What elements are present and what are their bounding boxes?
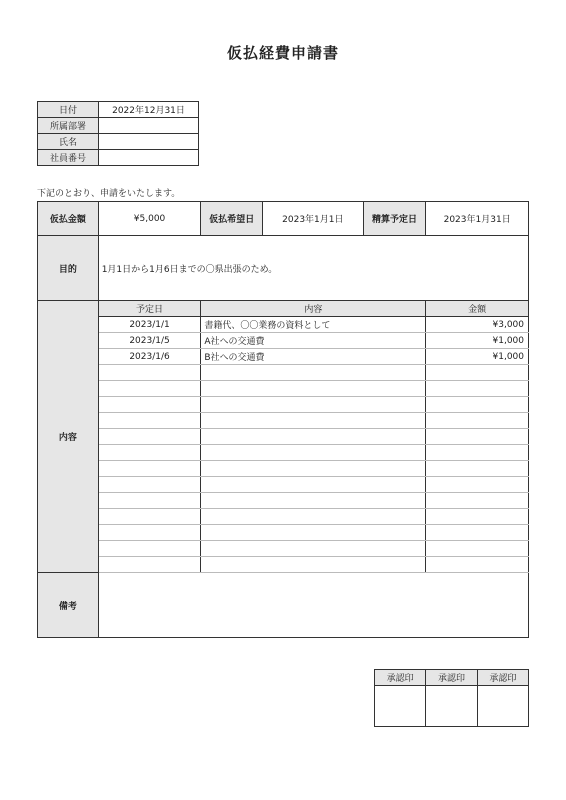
table-row (38, 557, 529, 573)
name-label: 氏名 (38, 134, 99, 150)
intro-note: 下記のとおり、申請をいたします。 (37, 189, 181, 199)
row-amount[interactable]: ¥3,000 (426, 317, 529, 333)
row-amount[interactable]: ¥1,000 (426, 349, 529, 365)
settlement-date-value[interactable]: 2023年1月31日 (426, 202, 529, 236)
table-row (38, 509, 529, 525)
department-label: 所属部署 (38, 118, 99, 134)
row-amount[interactable] (426, 557, 529, 573)
advance-amount-value[interactable]: ¥5,000 (98, 202, 201, 236)
table-row (38, 541, 529, 557)
row-date[interactable] (98, 509, 201, 525)
employee-number-label: 社員番号 (38, 150, 99, 166)
row-date[interactable]: 2023/1/1 (98, 317, 201, 333)
table-row (38, 445, 529, 461)
row-amount[interactable] (426, 525, 529, 541)
row-date[interactable] (98, 445, 201, 461)
row-amount[interactable] (426, 493, 529, 509)
approval-stamp-label: 承認印 (477, 670, 528, 686)
desired-date-label: 仮払希望日 (201, 202, 263, 236)
approval-stamp-box[interactable] (477, 686, 528, 727)
row-amount[interactable]: ¥1,000 (426, 333, 529, 349)
row-date[interactable] (98, 541, 201, 557)
approval-stamp-box[interactable] (375, 686, 426, 727)
purpose-row (38, 236, 529, 301)
row-amount[interactable] (426, 397, 529, 413)
row-content[interactable] (201, 541, 426, 557)
row-date[interactable]: 2023/1/6 (98, 349, 201, 365)
stamp-header-row (375, 670, 529, 686)
column-amount-header: 金額 (426, 301, 529, 317)
row-content[interactable] (201, 397, 426, 413)
row-content[interactable] (201, 429, 426, 445)
row-content[interactable]: A社への交通費 (201, 333, 426, 349)
row-content[interactable] (201, 477, 426, 493)
department-value[interactable] (99, 118, 199, 134)
page-title: 仮払経費申請書 (226, 44, 339, 62)
table-row (38, 525, 529, 541)
table-row (38, 333, 529, 349)
table-row (38, 317, 529, 333)
table-row (38, 365, 529, 381)
employee-number-value[interactable] (99, 150, 199, 166)
row-amount[interactable] (426, 381, 529, 397)
row-date[interactable] (98, 413, 201, 429)
row-content[interactable] (201, 381, 426, 397)
row-date[interactable]: 2023/1/5 (98, 333, 201, 349)
row-amount[interactable] (426, 365, 529, 381)
row-date[interactable] (98, 493, 201, 509)
row-date[interactable] (98, 397, 201, 413)
remarks-label: 備考 (38, 573, 99, 638)
row-date[interactable] (98, 381, 201, 397)
approval-stamp-table (374, 669, 529, 727)
approval-stamp-label: 承認印 (375, 670, 426, 686)
settlement-date-label: 精算予定日 (363, 202, 426, 236)
row-amount[interactable] (426, 509, 529, 525)
row-date[interactable] (98, 461, 201, 477)
table-row (38, 477, 529, 493)
info-row-date (38, 102, 199, 118)
summary-row (38, 202, 529, 236)
info-row-name (38, 134, 199, 150)
table-row (38, 461, 529, 477)
purpose-label: 目的 (38, 236, 99, 301)
info-row-department (38, 118, 199, 134)
row-content[interactable] (201, 365, 426, 381)
desired-date-value[interactable]: 2023年1月1日 (263, 202, 364, 236)
row-content[interactable]: 書籍代、〇〇業務の資料として (201, 317, 426, 333)
row-content[interactable]: B社への交通費 (201, 349, 426, 365)
row-amount[interactable] (426, 541, 529, 557)
row-date[interactable] (98, 429, 201, 445)
row-date[interactable] (98, 557, 201, 573)
table-row (38, 429, 529, 445)
table-row (38, 381, 529, 397)
date-label: 日付 (38, 102, 99, 118)
row-date[interactable] (98, 525, 201, 541)
row-amount[interactable] (426, 461, 529, 477)
remarks-value[interactable] (98, 573, 528, 638)
advance-amount-label: 仮払金額 (38, 202, 99, 236)
table-row (38, 349, 529, 365)
column-date-header: 予定日 (98, 301, 201, 317)
details-label: 内容 (38, 301, 99, 573)
row-content[interactable] (201, 445, 426, 461)
date-value[interactable]: 2022年12月31日 (99, 102, 199, 118)
row-date[interactable] (98, 477, 201, 493)
row-amount[interactable] (426, 413, 529, 429)
details-header-row (38, 301, 529, 317)
row-content[interactable] (201, 509, 426, 525)
row-date[interactable] (98, 365, 201, 381)
remarks-row (38, 573, 529, 638)
table-row (38, 493, 529, 509)
table-row (38, 413, 529, 429)
row-amount[interactable] (426, 477, 529, 493)
name-value[interactable] (99, 134, 199, 150)
stamp-box-row (375, 686, 529, 727)
row-content[interactable] (201, 493, 426, 509)
row-content[interactable] (201, 413, 426, 429)
row-amount[interactable] (426, 429, 529, 445)
applicant-info-table (37, 101, 199, 166)
info-row-employee-number (38, 150, 199, 166)
purpose-value[interactable]: 1月1日から1月6日までの〇県出張のため。 (98, 236, 528, 301)
row-content[interactable] (201, 557, 426, 573)
table-row (38, 397, 529, 413)
row-content[interactable] (201, 525, 426, 541)
column-content-header: 内容 (201, 301, 426, 317)
approval-stamp-box[interactable] (426, 686, 477, 727)
row-content[interactable] (201, 461, 426, 477)
approval-stamp-label: 承認印 (426, 670, 477, 686)
row-amount[interactable] (426, 445, 529, 461)
application-table (37, 201, 529, 638)
